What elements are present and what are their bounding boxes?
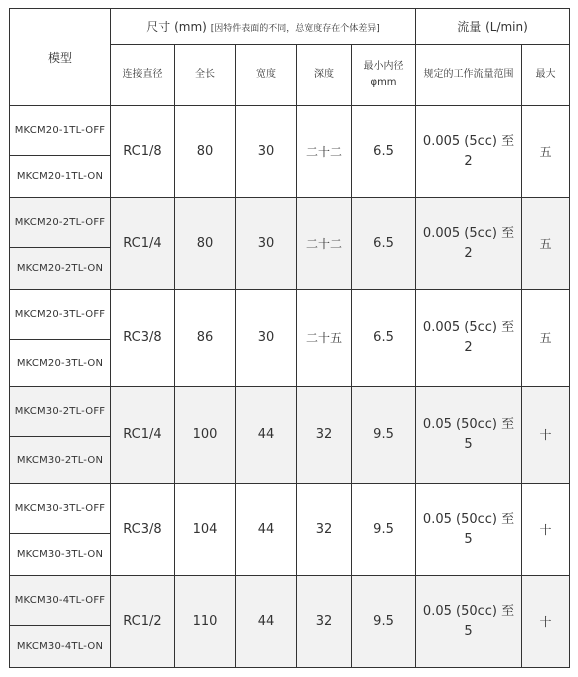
model-on-cell: MKCM20-1TL-ON xyxy=(10,156,111,198)
min-id-cell: 9.5 xyxy=(352,387,416,484)
depth-cell: 二十二 xyxy=(297,106,352,198)
header-overall-length: 全长 xyxy=(175,45,236,106)
connection-cell: RC1/4 xyxy=(111,387,175,484)
depth-cell: 二十二 xyxy=(297,198,352,290)
width-cell: 44 xyxy=(236,576,297,668)
header-dimensions xyxy=(111,9,416,45)
connection-cell: RC3/8 xyxy=(111,484,175,576)
max-cell: 十 xyxy=(522,576,570,668)
length-cell: 110 xyxy=(175,576,236,668)
model-off-cell: MKCM30-2TL-OFF xyxy=(10,387,111,437)
max-cell: 五 xyxy=(522,106,570,198)
connection-cell: RC1/4 xyxy=(111,198,175,290)
header-flow: 流量 (L/min) xyxy=(416,9,570,45)
depth-cell: 32 xyxy=(297,387,352,484)
connection-cell: RC1/8 xyxy=(111,106,175,198)
max-cell: 十 xyxy=(522,387,570,484)
connection-cell: RC1/2 xyxy=(111,576,175,668)
min-id-cell: 9.5 xyxy=(352,484,416,576)
flow-range-cell: 0.05 (50cc) 至 5 xyxy=(416,576,522,668)
model-on-cell: MKCM30-2TL-ON xyxy=(10,437,111,484)
depth-cell: 32 xyxy=(297,484,352,576)
model-on-cell: MKCM30-4TL-ON xyxy=(10,626,111,668)
width-cell: 30 xyxy=(236,106,297,198)
min-id-cell: 9.5 xyxy=(352,576,416,668)
length-cell: 80 xyxy=(175,198,236,290)
header-width: 宽度 xyxy=(236,45,297,106)
header-connection-diameter: 连接直径 xyxy=(111,45,175,106)
depth-cell: 32 xyxy=(297,576,352,668)
model-on-cell: MKCM20-2TL-ON xyxy=(10,248,111,290)
header-max: 最大 xyxy=(522,45,570,106)
model-on-cell: MKCM20-3TL-ON xyxy=(10,340,111,387)
length-cell: 100 xyxy=(175,387,236,484)
header-model: 模型 xyxy=(10,9,111,106)
max-cell: 五 xyxy=(522,198,570,290)
width-cell: 44 xyxy=(236,484,297,576)
width-cell: 30 xyxy=(236,198,297,290)
flow-range-cell: 0.005 (5cc) 至 2 xyxy=(416,106,522,198)
model-on-cell: MKCM30-3TL-ON xyxy=(10,534,111,576)
flow-range-cell: 0.05 (50cc) 至 5 xyxy=(416,484,522,576)
model-off-cell: MKCM20-2TL-OFF xyxy=(10,198,111,248)
depth-cell: 二十五 xyxy=(297,290,352,387)
length-cell: 104 xyxy=(175,484,236,576)
min-id-cell: 6.5 xyxy=(352,290,416,387)
flow-range-cell: 0.005 (5cc) 至 2 xyxy=(416,290,522,387)
min-id-cell: 6.5 xyxy=(352,198,416,290)
flow-range-cell: 0.005 (5cc) 至 2 xyxy=(416,198,522,290)
header-dimensions-note: [因特件表面的不同，总宽度存在个体差异] xyxy=(210,24,380,34)
width-cell: 44 xyxy=(236,387,297,484)
model-off-cell: MKCM20-3TL-OFF xyxy=(10,290,111,340)
header-min-inner-diameter: 最小内径φmm xyxy=(352,45,416,106)
length-cell: 86 xyxy=(175,290,236,387)
model-off-cell: MKCM20-1TL-OFF xyxy=(10,106,111,156)
flow-range-cell: 0.05 (50cc) 至 5 xyxy=(416,387,522,484)
header-dimensions-label: 尺寸 (mm) xyxy=(146,20,207,34)
header-flow-range: 规定的工作流量范围 xyxy=(416,45,522,106)
max-cell: 十 xyxy=(522,484,570,576)
header-depth: 深度 xyxy=(297,45,352,106)
max-cell: 五 xyxy=(522,290,570,387)
length-cell: 80 xyxy=(175,106,236,198)
spec-table xyxy=(9,8,570,668)
model-off-cell: MKCM30-3TL-OFF xyxy=(10,484,111,534)
width-cell: 30 xyxy=(236,290,297,387)
min-id-cell: 6.5 xyxy=(352,106,416,198)
model-off-cell: MKCM30-4TL-OFF xyxy=(10,576,111,626)
connection-cell: RC3/8 xyxy=(111,290,175,387)
